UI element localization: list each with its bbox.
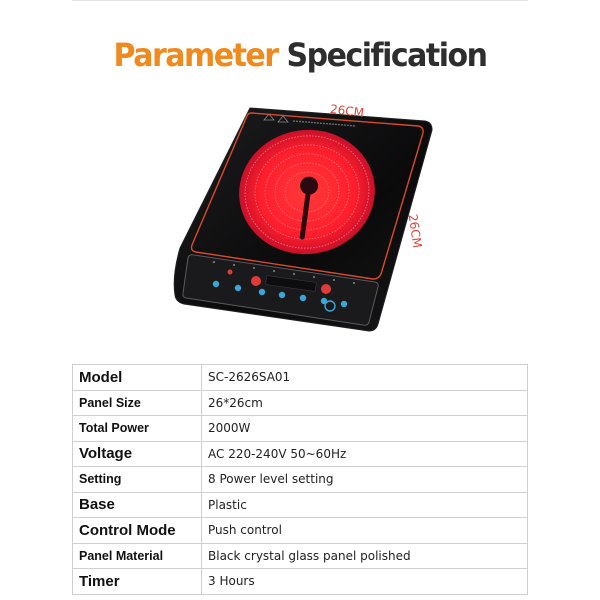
spec-value: 26*26cm — [202, 390, 528, 416]
title-word-parameter: Parameter — [113, 36, 278, 75]
spec-value: AC 220-240V 50~60Hz — [202, 441, 528, 467]
spec-row — [73, 543, 528, 569]
spec-label: Control Mode — [73, 518, 202, 544]
minus-button-icon — [251, 276, 261, 286]
spec-row — [73, 416, 528, 442]
plus-button-icon — [321, 284, 331, 294]
spec-value: 8 Power level setting — [202, 467, 528, 493]
spec-row — [73, 569, 528, 595]
depth-dimension-label: 26CM — [405, 213, 425, 249]
spec-row — [73, 441, 528, 467]
spec-value: Black crystal glass panel polished — [202, 543, 528, 569]
spec-label: Voltage — [73, 441, 202, 467]
spec-row — [73, 467, 528, 493]
spec-value: SC-2626SA01 — [202, 365, 528, 391]
spec-label: Timer — [73, 569, 202, 595]
spec-label: Base — [73, 492, 202, 518]
svg-text:·: · — [212, 260, 214, 266]
spec-label: Panel Material — [73, 543, 202, 569]
spec-row — [73, 390, 528, 416]
spec-label: Total Power — [73, 416, 202, 442]
width-dimension-label: 26CM — [329, 101, 365, 121]
spec-label: Panel Size — [73, 390, 202, 416]
title-word-specification: Specification — [286, 36, 487, 75]
spec-value: Plastic — [202, 492, 528, 518]
spec-row — [73, 492, 528, 518]
specification-table — [72, 364, 528, 595]
spec-value: Push control — [202, 518, 528, 544]
spec-label: Setting — [73, 467, 202, 493]
spec-value: 3 Hours — [202, 569, 528, 595]
spec-label: Model — [73, 365, 202, 391]
spec-row — [73, 365, 528, 391]
spec-value: 2000W — [202, 416, 528, 442]
spec-row — [73, 518, 528, 544]
